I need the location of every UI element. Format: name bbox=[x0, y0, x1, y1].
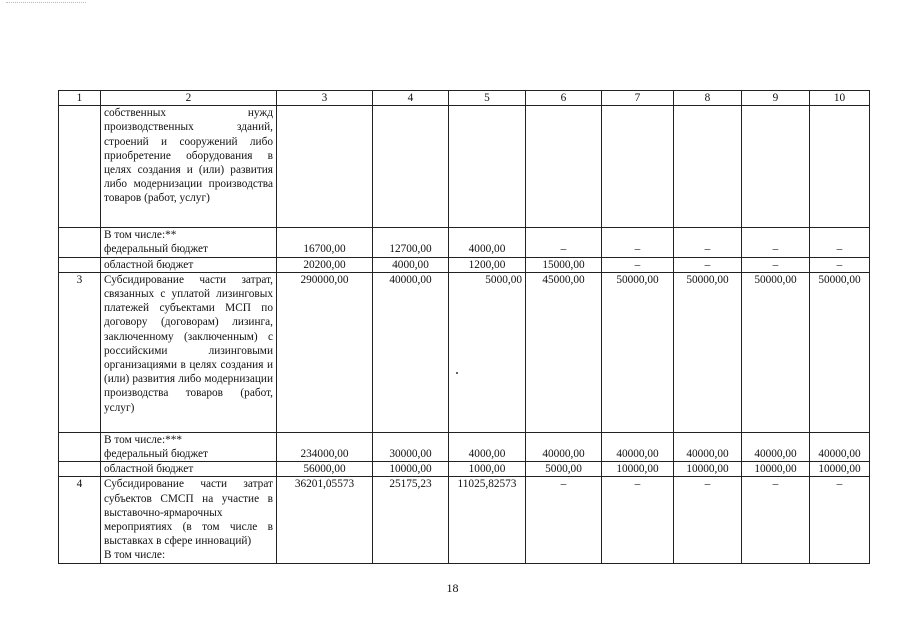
value-cell: 12700,00 bbox=[373, 228, 449, 257]
value-cell: 5000,00 bbox=[449, 272, 526, 432]
value-cell: 10000,00 bbox=[602, 462, 674, 477]
value-cell: – bbox=[742, 477, 810, 563]
row-description: Субсидирование части затрат, связанных с уплатой лизинговых платежей субъектами МСП по договору (договорам) лизинга, заключенному (заключенным) с российскими лизинговыми организациями в целях создания и (или) развития либо модернизации производства товаров (работ, услуг) bbox=[101, 272, 277, 432]
regional-label: областной бюджет bbox=[101, 257, 277, 272]
header-cell: 4 bbox=[373, 91, 449, 106]
row-number-cell: 3 bbox=[59, 272, 101, 432]
row-number-cell: 4 bbox=[59, 477, 101, 563]
value-cell: – bbox=[526, 228, 602, 257]
value-cell: 50000,00 bbox=[742, 272, 810, 432]
budget-table bbox=[58, 90, 870, 564]
value-cell: 50000,00 bbox=[810, 272, 870, 432]
header-cell: 5 bbox=[449, 91, 526, 106]
header-row bbox=[59, 91, 870, 106]
value-cell: – bbox=[810, 257, 870, 272]
value-cell: 4000,00 bbox=[449, 228, 526, 257]
table-row bbox=[59, 477, 870, 563]
value-cell: – bbox=[810, 477, 870, 563]
value-cell: 10000,00 bbox=[810, 462, 870, 477]
subheading: В том числе:** федеральный бюджет bbox=[101, 228, 277, 257]
header-cell: 3 bbox=[277, 91, 373, 106]
value-cell: 40000,00 bbox=[373, 272, 449, 432]
value-cell: 1000,00 bbox=[449, 462, 526, 477]
scan-artifact bbox=[6, 2, 86, 5]
value-cell: 40000,00 bbox=[526, 432, 602, 461]
value-cell: 1200,00 bbox=[449, 257, 526, 272]
value-cell: – bbox=[810, 228, 870, 257]
table-row bbox=[59, 462, 870, 477]
value-cell: 10000,00 bbox=[742, 462, 810, 477]
value-cell: 10000,00 bbox=[674, 462, 742, 477]
table-row bbox=[59, 106, 870, 228]
value-cell: 40000,00 bbox=[742, 432, 810, 461]
regional-label: областной бюджет bbox=[101, 462, 277, 477]
value-cell: – bbox=[602, 228, 674, 257]
table-row bbox=[59, 432, 870, 461]
value-cell: 40000,00 bbox=[674, 432, 742, 461]
value-cell: 40000,00 bbox=[810, 432, 870, 461]
header-cell: 7 bbox=[602, 91, 674, 106]
header-cell: 10 bbox=[810, 91, 870, 106]
header-cell: 9 bbox=[742, 91, 810, 106]
scan-speck bbox=[456, 372, 458, 374]
value-cell: 50000,00 bbox=[602, 272, 674, 432]
value-cell: – bbox=[742, 257, 810, 272]
value-cell: 15000,00 bbox=[526, 257, 602, 272]
header-cell: 8 bbox=[674, 91, 742, 106]
value-cell: 20200,00 bbox=[277, 257, 373, 272]
value-cell: 56000,00 bbox=[277, 462, 373, 477]
table-row bbox=[59, 257, 870, 272]
row-number-cell bbox=[59, 106, 101, 228]
value-cell: 40000,00 bbox=[602, 432, 674, 461]
value-cell: – bbox=[742, 228, 810, 257]
value-cell: – bbox=[674, 228, 742, 257]
page-number: 18 bbox=[446, 581, 459, 595]
value-cell: – bbox=[674, 477, 742, 563]
value-cell: – bbox=[602, 477, 674, 563]
value-cell: 50000,00 bbox=[674, 272, 742, 432]
value-cell: 30000,00 bbox=[373, 432, 449, 461]
value-cell: 11025,82573 bbox=[449, 477, 526, 563]
header-cell: 2 bbox=[101, 91, 277, 106]
value-cell: – bbox=[674, 257, 742, 272]
header-cell: 6 bbox=[526, 91, 602, 106]
value-cell: 4000,00 bbox=[449, 432, 526, 461]
value-cell: – bbox=[602, 257, 674, 272]
row-description: Субсидирование части затрат субъектов СМСП на участие в выставочно-ярмарочных мероприятиях (в том числе в выставках в сфере инноваций) В том числе: bbox=[101, 477, 277, 563]
header-cell: 1 bbox=[59, 91, 101, 106]
value-cell: 5000,00 bbox=[526, 462, 602, 477]
value-cell: 4000,00 bbox=[373, 257, 449, 272]
subheading: В том числе: bbox=[104, 549, 166, 562]
subheading: В том числе:*** федеральный бюджет bbox=[101, 432, 277, 461]
value-cell: – bbox=[526, 477, 602, 563]
row-description: собственных нужд производственных зданий, строений и сооружений либо приобретение оборудования в целях создания и (или) развития либо модернизации производства товаров (работ, услуг) bbox=[101, 106, 277, 228]
table-row bbox=[59, 272, 870, 432]
value-cell: 25175,23 bbox=[373, 477, 449, 563]
value-cell: 45000,00 bbox=[526, 272, 602, 432]
table-row bbox=[59, 228, 870, 257]
value-cell: 36201,05573 bbox=[277, 477, 373, 563]
value-cell: 10000,00 bbox=[373, 462, 449, 477]
value-cell: 234000,00 bbox=[277, 432, 373, 461]
value-cell: 16700,00 bbox=[277, 228, 373, 257]
value-cell: 290000,00 bbox=[277, 272, 373, 432]
